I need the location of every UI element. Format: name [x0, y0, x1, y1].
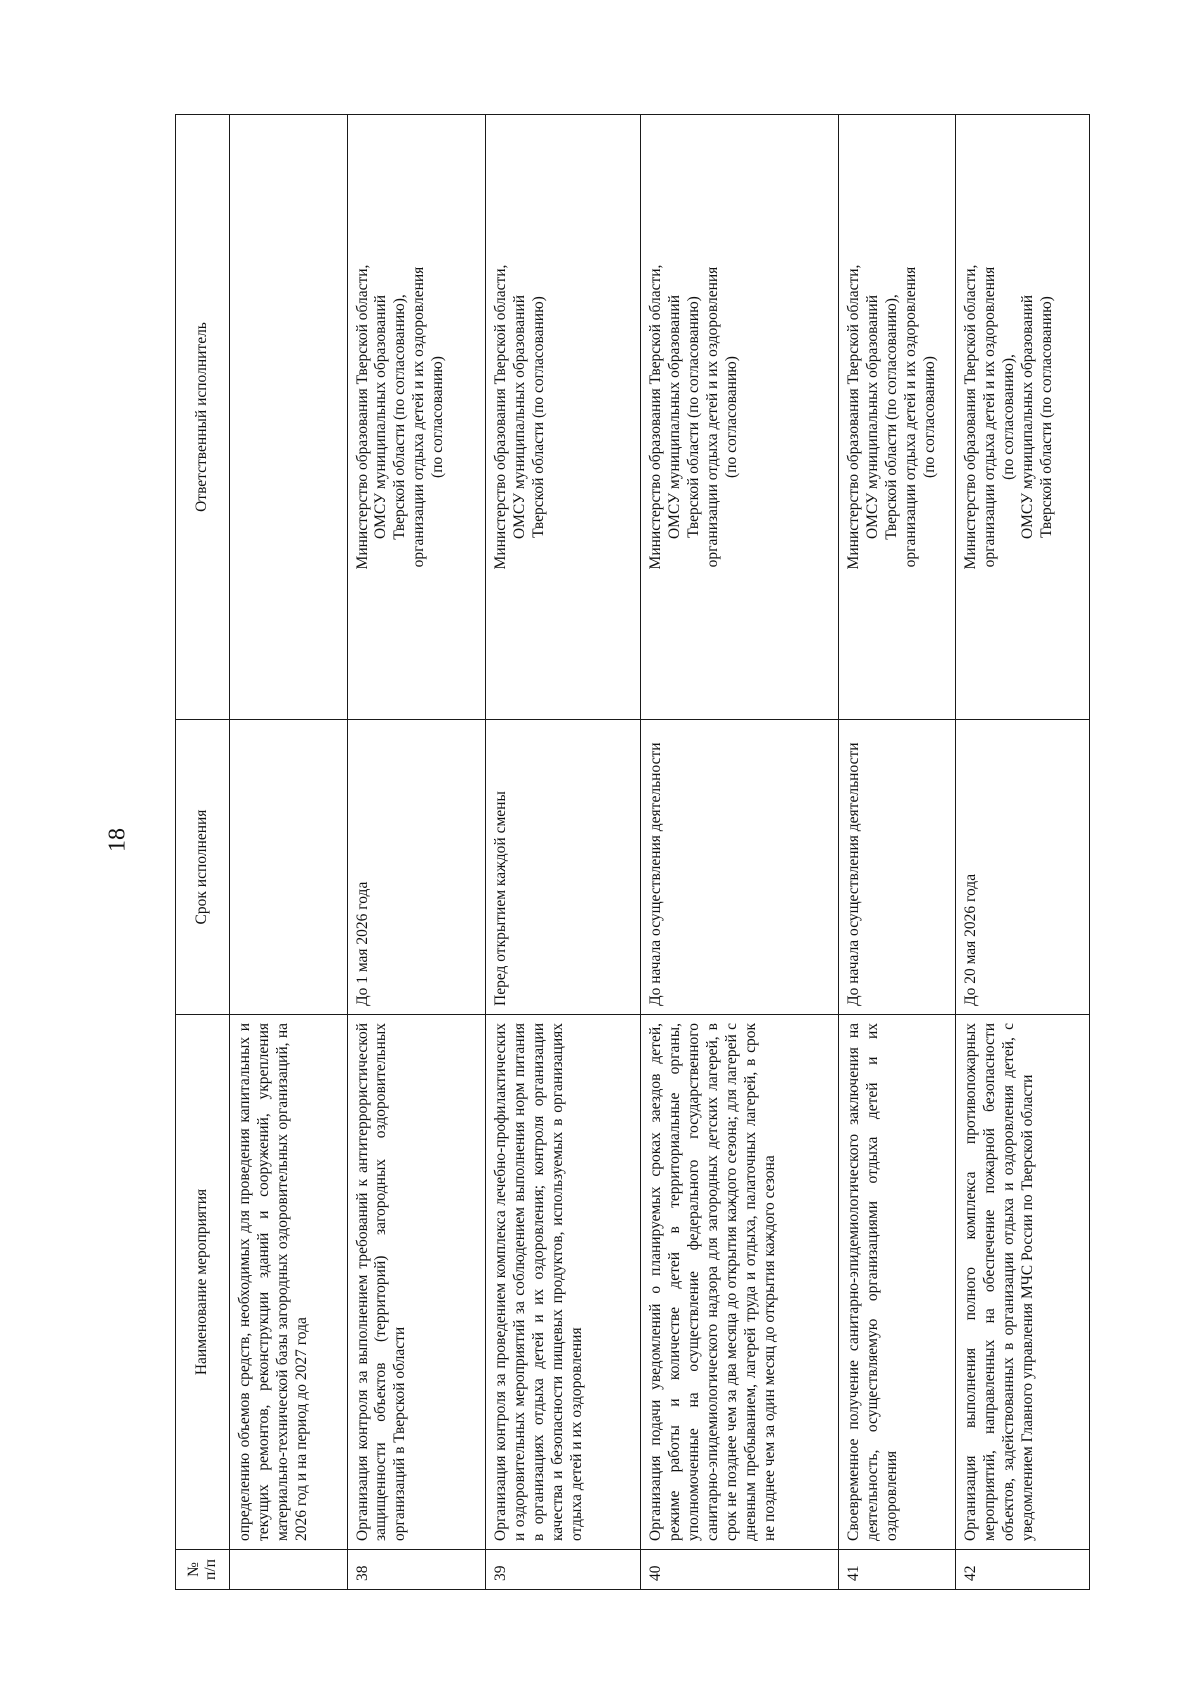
header-number	[176, 1550, 230, 1590]
responsible-line: организации отдыха детей и их оздоровления	[410, 266, 428, 568]
responsible-line: Тверской области (по согласованию),	[391, 294, 409, 540]
execution-term: До 1 мая 2026 года	[347, 720, 486, 1015]
responsible-line: Министерство образования Тверской области,	[492, 264, 510, 570]
row-number: 38	[347, 1550, 486, 1590]
table-row	[641, 115, 839, 1590]
responsible-executor	[838, 115, 956, 720]
rotated-table-container	[175, 115, 1090, 1590]
execution-term: До 20 мая 2026 года	[956, 720, 1090, 1015]
page-number: 18	[104, 828, 131, 852]
table-row	[486, 115, 641, 1590]
responsible-line: организации отдыха детей и их оздоровления	[704, 266, 721, 568]
row-number: 42	[956, 1550, 1090, 1590]
responsible-line: ОМСУ муниципальных образований	[1019, 294, 1037, 540]
row-number: 40	[641, 1550, 839, 1590]
responsible-line: организации отдыха детей и их оздоровления	[901, 266, 919, 568]
responsible-line: Министерство образования Тверской области,	[962, 264, 980, 570]
header-measure-name: Наименование мероприятия	[176, 1015, 230, 1550]
responsible-line: Тверской области (по согласованию)	[685, 296, 703, 538]
measure-name: определению объемов средств, необходимых для проведения капитальных и текущих ремонтов, реконструкции зданий и сооружений, укрепления материально-технической базы загородных оздоровительных организаций, на 2026 год и на период до 2027 года	[230, 1015, 348, 1550]
responsible-line: Тверской области (по согласованию)	[1038, 296, 1056, 538]
execution-term	[230, 720, 348, 1015]
responsible-line: Министерство образования Тверской области,	[353, 264, 371, 570]
responsible-executor	[230, 115, 348, 720]
header-number-sign: №	[185, 1562, 203, 1577]
responsible-line: ОМСУ муниципальных образований	[863, 294, 881, 540]
table-row	[838, 115, 956, 1590]
responsible-line: ОМСУ муниципальных образований	[666, 294, 684, 540]
header-term: Срок исполнения	[176, 720, 230, 1015]
measure-name: Организация подачи уведомлений о планируемых сроках заездов детей, режиме работы и количестве детей в территориальные органы, уполномоченные на осуществление федерального государственного санитарно-эпидемиологического надзора для загородных детских лагерей, в срок не позднее чем за два месяца до открытия каждого сезона; для лагерей с дневным пребыванием, лагерей труда и отдыха, палаточных лагерей, в срок не позднее чем за один месяц до открытия каждого сезона	[641, 1015, 839, 1550]
table-row	[230, 115, 348, 1590]
responsible-line: (по согласованию)	[722, 356, 740, 478]
execution-term: До начала осуществления деятельности	[641, 720, 839, 1015]
measure-name: Организация контроля за проведением комплекса лечебно-профилактических и оздоровительных мероприятий за соблюдением выполнения норм питания в организациях отдыха детей и их оздоровления; контроля организации качества и безопасности пищевых продуктов, используемых в организациях отдыха детей и их оздоровления	[486, 1015, 641, 1550]
row-number: 39	[486, 1550, 641, 1590]
responsible-executor	[641, 115, 839, 720]
responsible-line: (по согласованию)	[920, 356, 938, 478]
header-responsible: Ответственный исполнитель	[176, 115, 230, 720]
row-number: 41	[838, 1550, 956, 1590]
responsible-executor	[956, 115, 1090, 720]
responsible-executor	[486, 115, 641, 720]
responsible-line: организации отдыха детей и их оздоровления	[981, 266, 999, 568]
measure-name: Организация выполнения полного комплекса противопожарных мероприятий, направленных на обеспечение пожарной безопасности объектов, задействованных в организации отдыха и оздоровления детей, с уведомлением Главного управления МЧС России по Тверской области	[956, 1015, 1090, 1550]
execution-term: Перед открытием каждой смены	[486, 720, 641, 1015]
row-number	[230, 1550, 348, 1590]
responsible-line: (по согласованию),	[1000, 354, 1018, 480]
responsible-line: ОМСУ муниципальных образований	[372, 294, 390, 540]
table-row	[956, 115, 1090, 1590]
execution-term: До начала осуществления деятельности	[838, 720, 956, 1015]
responsible-line: Министерство образования Тверской области,	[647, 264, 665, 570]
responsible-line: Тверской области (по согласованию),	[882, 294, 900, 540]
responsible-executor	[347, 115, 486, 720]
measures-table	[175, 114, 1090, 1590]
responsible-line: Тверской области (по согласованию)	[530, 296, 548, 538]
responsible-line: (по согласованию)	[429, 356, 447, 478]
table-row	[347, 115, 486, 1590]
measure-name: Своевременное получение санитарно-эпидемиологического заключения на деятельность, осуществляемую организациями отдыха детей и их оздоровления	[838, 1015, 956, 1550]
responsible-line: Министерство образования Тверской области,	[844, 264, 862, 570]
responsible-line: ОМСУ муниципальных образований	[511, 294, 529, 540]
header-number-pp: п/п	[201, 1559, 219, 1580]
measure-name: Организация контроля за выполнением требований к антитеррористической защищенности объектов (территорий) загородных оздоровительных организаций в Тверской области	[347, 1015, 486, 1550]
